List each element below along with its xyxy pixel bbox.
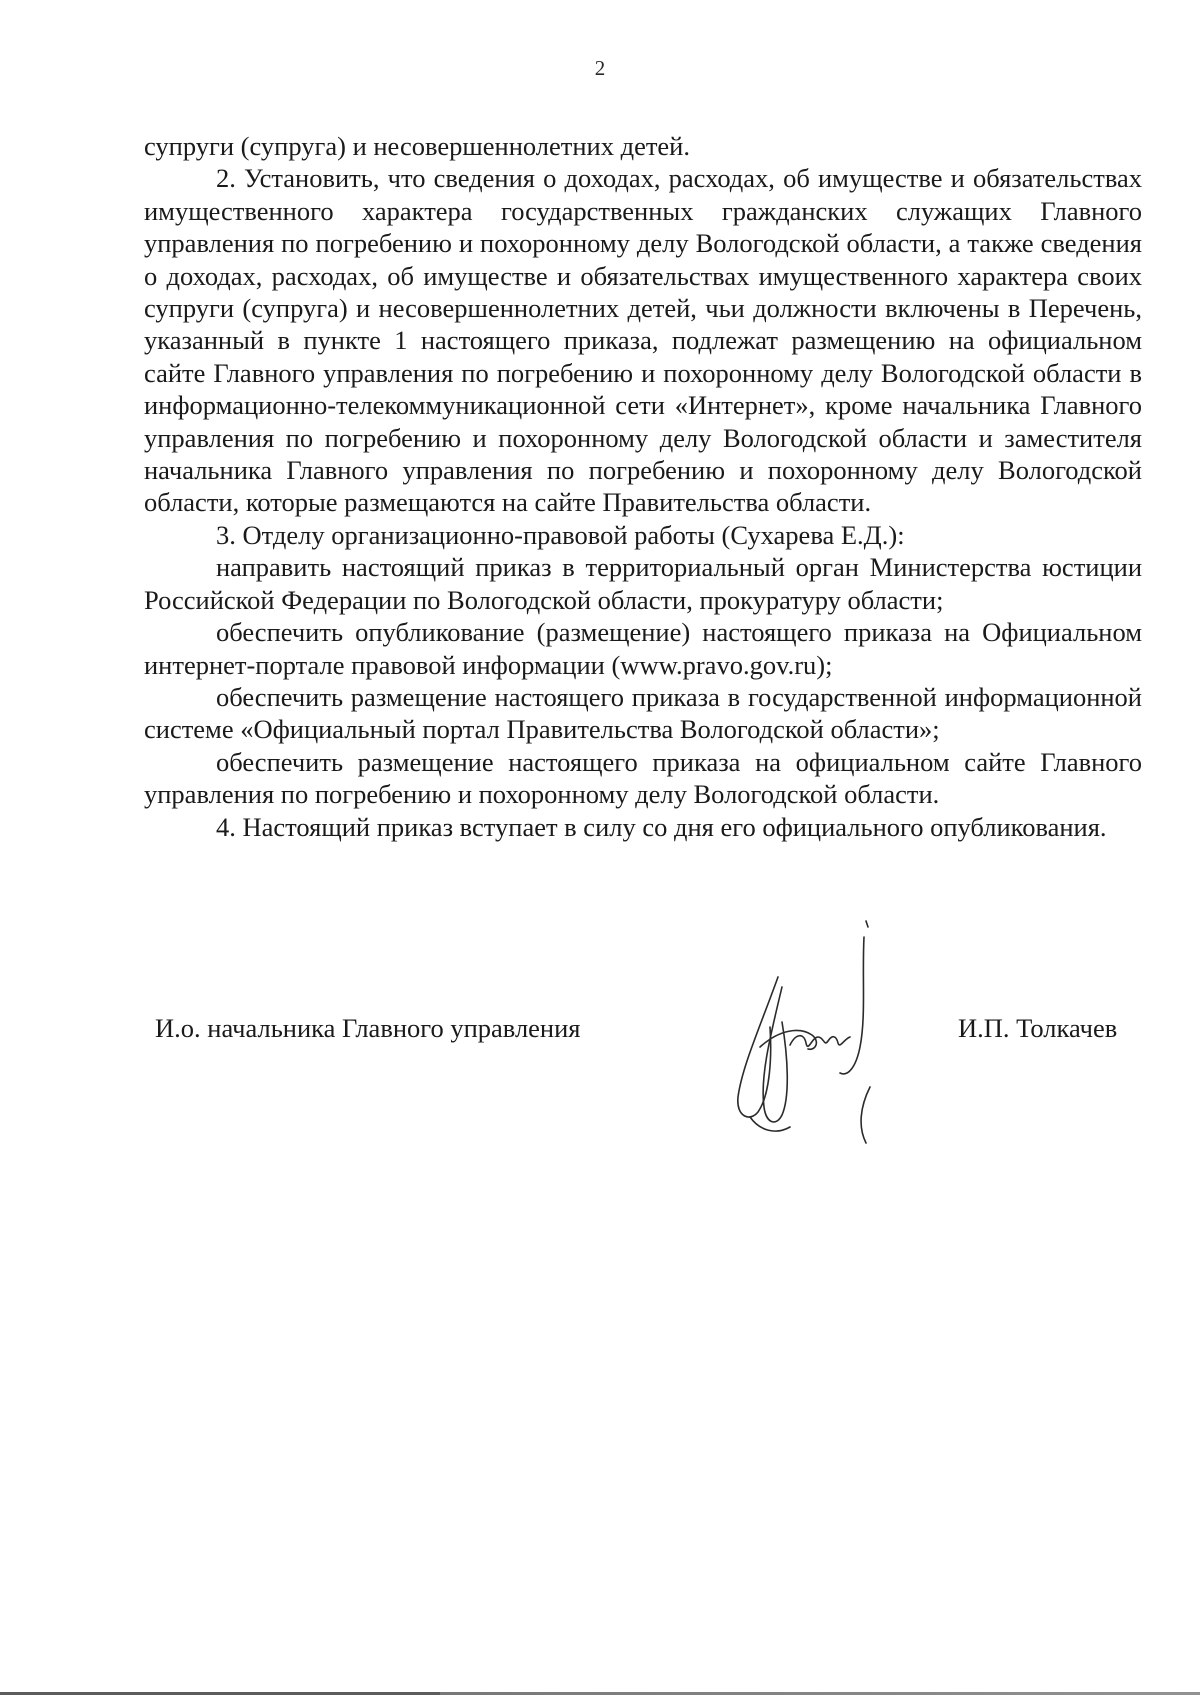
signatory-position: И.о. начальника Главного управления	[155, 1013, 581, 1043]
paragraph-item-3: 3. Отделу организационно-правовой работы (Сухарева Е.Д.):	[216, 519, 905, 550]
signatory-name: И.П. Толкачев	[958, 1013, 1118, 1043]
paragraph-sub-portal: обеспечить размещение настоящего приказа в государственной информационной системе «Официальный портал Правительства Вологодской области»;	[144, 681, 1142, 745]
document-body	[144, 130, 1142, 843]
paragraph-sub-publish: обеспечить опубликование (размещение) настоящего приказа на Официальном интернет-портале правовой информации (www.pravo.gov.ru);	[144, 617, 1142, 680]
handwritten-signature	[720, 917, 880, 1147]
paragraph-sub-site: обеспечить размещение настоящего приказа на официальном сайте Главного управления по погребению и похоронному делу Вологодской области.	[144, 746, 1142, 810]
page-number: 2	[594, 56, 606, 80]
paragraph-continuation: супруги (супруга) и несовершеннолетних детей.	[144, 131, 690, 161]
paragraph-sub-send: направить настоящий приказ в территориальный орган Министерства юстиции Российской Федерации по Вологодской области, прокуратуру области;	[144, 552, 1142, 615]
scan-bottom-edge	[0, 1692, 1200, 1695]
signature-block	[0, 1012, 1200, 1152]
paragraph-item-4: 4. Настоящий приказ вступает в силу со дня его официального опубликования.	[216, 811, 1107, 842]
paragraph-item-2: 2. Установить, что сведения о доходах, расходах, об имуществе и обязательствах имущественного характера государственных гражданских служащих Главного управления по погребению и похоронному делу Вологодской области, а также сведения о доходах, расходах, об имуществе и обязательствах имущественного характера своих супруги (супруга) и несовершеннолетних детей, чьи должности включены в Перечень, указанный в пункте 1 настоящего приказа, подлежат размещению на официальном сайте Главного управления по погребению и похоронному делу Вологодской области в информационно-телекоммуникационной сети «Интернет», кроме начальника Главного управления по погребению и похоронному делу Вологодской области и заместителя начальника Главного управления по погребению и похоронному делу Вологодской области, которые размещаются на сайте Правительства области.	[144, 163, 1142, 518]
